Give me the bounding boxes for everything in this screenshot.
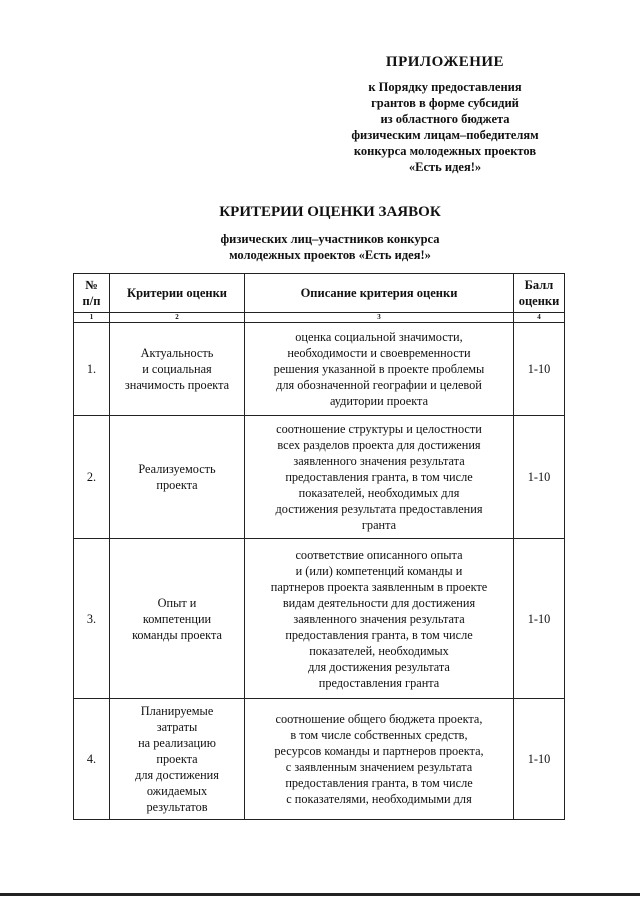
description-line: партнеров проекта заявленным в проекте (270, 579, 488, 594)
subtitle-line: молодежных проектов «Есть идея!» (229, 248, 431, 262)
column-number: 1 (74, 313, 110, 323)
row-number: 1. (74, 323, 110, 416)
description-line: для обозначенной географии и целевой (276, 378, 482, 392)
criterion-line: команды проекта (132, 627, 222, 642)
criterion-line: Опыт и (157, 595, 197, 610)
column-number: 4 (514, 313, 565, 323)
row-description (245, 539, 514, 699)
table-header-row (74, 274, 565, 313)
criterion-line: значимость проекта (124, 378, 230, 392)
criterion-line: результатов (146, 800, 208, 814)
description-line: предоставления гранта, в том числе (285, 627, 473, 642)
description-line: соотношение структуры и целостности (276, 422, 482, 436)
row-score: 1-10 (514, 323, 565, 416)
criterion-line: Актуальность (140, 346, 214, 360)
column-number: 3 (245, 313, 514, 323)
appendix-line: конкурса молодежных проектов (353, 144, 537, 158)
description-line: и (или) компетенций команды и (295, 563, 463, 578)
description-line: гранта (361, 518, 397, 532)
row-number: 4. (74, 699, 110, 820)
description-line: показателей, необходимых (309, 643, 449, 658)
row-criterion (110, 539, 245, 699)
row-number: 3. (74, 539, 110, 699)
row-number: 2. (74, 416, 110, 539)
description-line: соотношение общего бюджета проекта, (275, 712, 483, 726)
appendix-line: к Порядку предоставления (368, 80, 522, 94)
description-line: в том числе собственных средств, (290, 728, 468, 742)
description-line: оценка социальной значимости, (295, 330, 463, 344)
row-criterion (110, 416, 245, 539)
row-score: 1-10 (514, 539, 565, 699)
header-score-line: оценки (518, 294, 560, 308)
row-score: 1-10 (514, 699, 565, 820)
document-title: КРИТЕРИИ ОЦЕНКИ ЗАЯВОК (219, 204, 441, 220)
row-criterion (110, 323, 245, 416)
row-description (245, 323, 514, 416)
criterion-line: ожидаемых (146, 784, 208, 798)
header-number (74, 274, 110, 313)
row-description (245, 416, 514, 539)
table-row (74, 539, 565, 699)
description-line: с заявленным значением результата (285, 760, 473, 774)
criterion-line: проекта (156, 752, 198, 766)
table-row (74, 699, 565, 820)
description-line: заявленного значения результата (293, 611, 465, 626)
header-score (514, 274, 565, 313)
description-line: заявленного значения результата (293, 454, 465, 468)
row-score: 1-10 (514, 416, 565, 539)
criterion-line: на реализацию (138, 736, 216, 750)
appendix-line: из областного бюджета (380, 112, 510, 126)
description-line: всех разделов проекта для достижения (277, 438, 481, 452)
column-number-row (74, 313, 565, 323)
document-subtitle (0, 231, 640, 263)
criterion-line: проекта (156, 478, 198, 492)
criterion-line: Реализуемость (138, 462, 216, 476)
description-line: достижения результата предоставления (275, 502, 483, 516)
description-line: видам деятельности для достижения (282, 595, 476, 610)
description-line: необходимости и своевременности (287, 346, 471, 360)
header-criteria: Критерии оценки (110, 274, 245, 313)
table-row (74, 323, 565, 416)
column-number: 2 (110, 313, 245, 323)
appendix-title: ПРИЛОЖЕНИЕ (385, 54, 505, 70)
description-line: показателей, необходимых для (298, 486, 460, 500)
description-line: аудитории проекта (329, 394, 429, 408)
row-criterion (110, 699, 245, 820)
description-line: предоставления гранта, в том числе (285, 776, 473, 790)
description-line: с показателями, необходимыми для (286, 792, 472, 806)
criterion-line: для достижения (135, 768, 219, 782)
header-score-line: Балл (524, 278, 554, 292)
criterion-line: Планируемые (140, 704, 214, 718)
header-number-line: п/п (82, 294, 101, 308)
description-line: для достижения результата (308, 659, 450, 674)
appendix-line: грантов в форме субсидий (371, 96, 519, 110)
row-description (245, 699, 514, 820)
appendix-block (300, 54, 590, 175)
header-description: Описание критерия оценки (245, 274, 514, 313)
table-row (74, 416, 565, 539)
subtitle-line: физических лиц–участников конкурса (220, 232, 440, 246)
description-line: предоставления гранта (318, 675, 440, 690)
appendix-line: физическим лицам–победителям (351, 128, 539, 142)
header-number-line: № (85, 278, 98, 292)
description-line: предоставления гранта, в том числе (285, 470, 473, 484)
criterion-line: компетенции (142, 611, 212, 626)
description-line: решения указанной в проекте проблемы (273, 362, 485, 376)
description-line: ресурсов команды и партнеров проекта, (274, 744, 484, 758)
criteria-table (73, 273, 565, 820)
appendix-line: «Есть идея!» (408, 160, 482, 174)
criterion-line: затраты (156, 720, 198, 734)
page-bottom-border (0, 893, 640, 896)
criterion-line: и социальная (142, 362, 212, 376)
description-line: соответствие описанного опыта (295, 547, 463, 562)
